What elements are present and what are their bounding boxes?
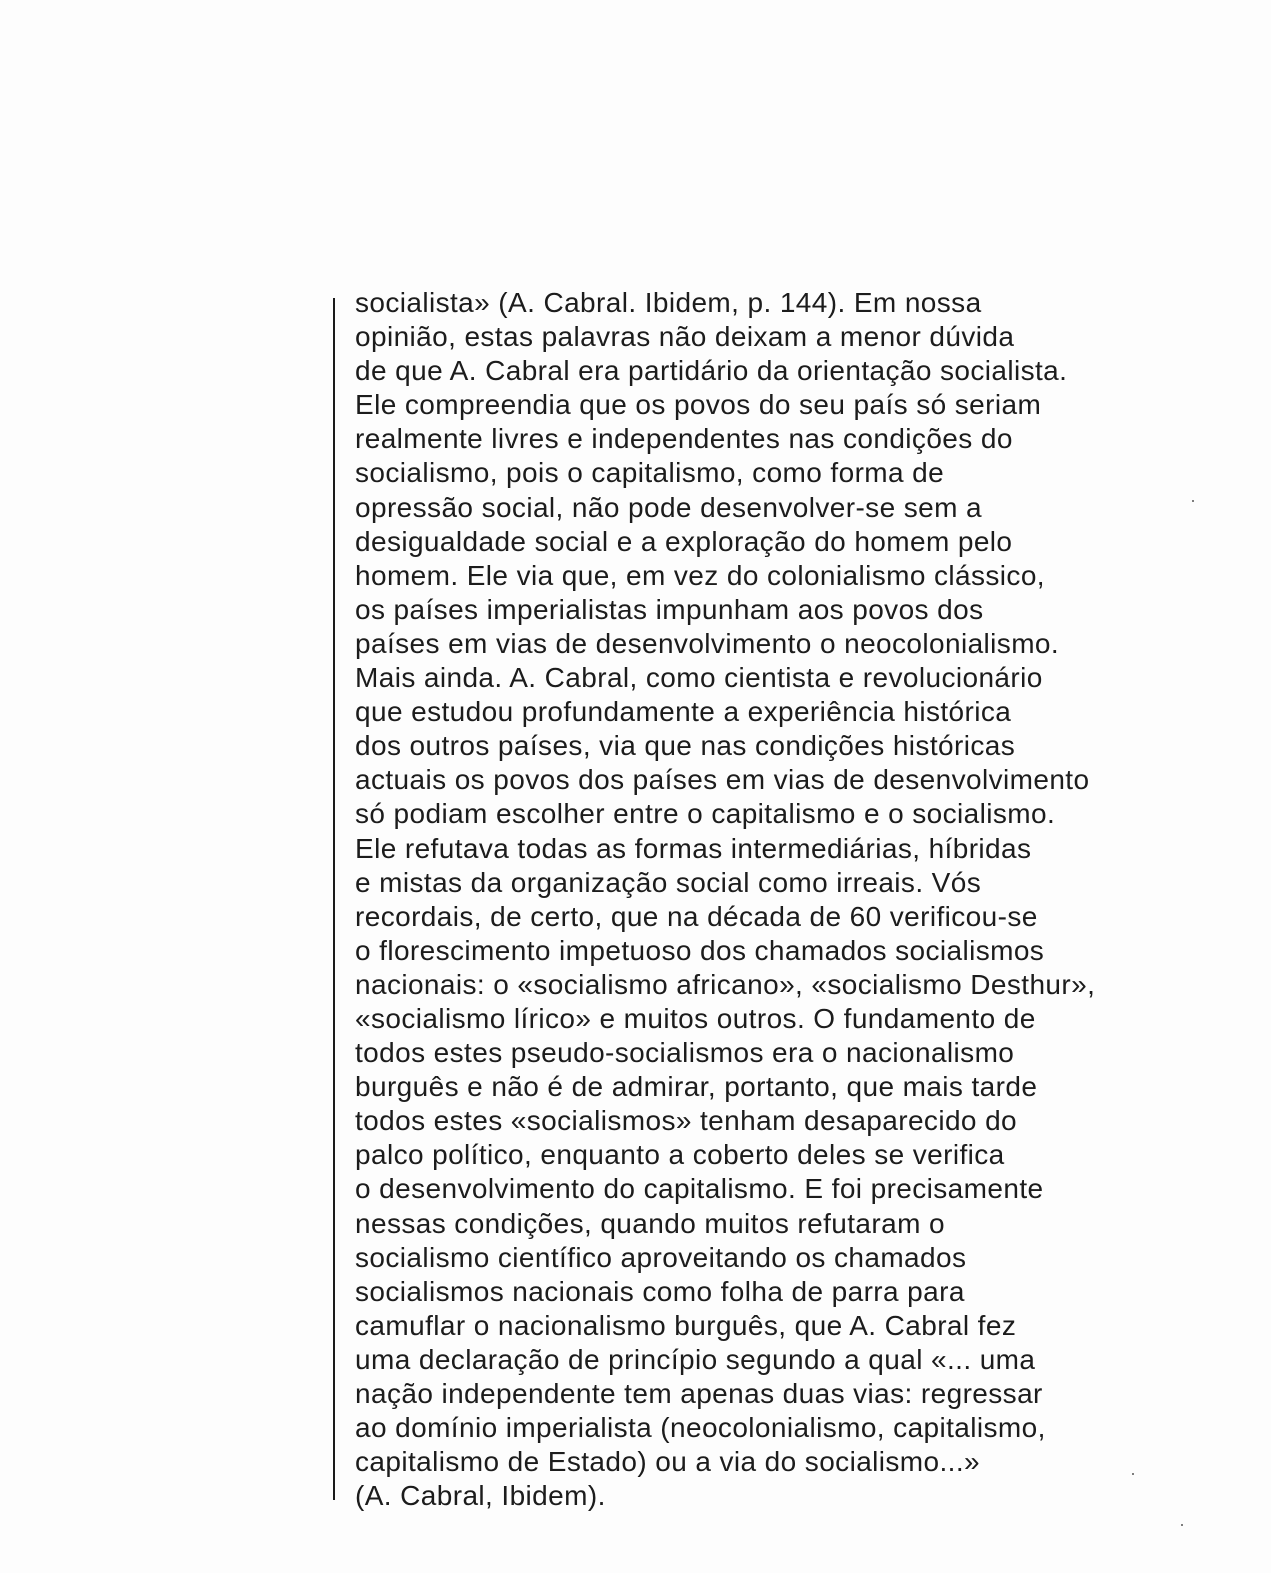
margin-rule [333, 298, 335, 1500]
text-line: socialista» (A. Cabral. Ibidem, p. 144). Em nossa [355, 287, 982, 318]
text-line: todos estes pseudo-socialismos era o nacionalismo [355, 1037, 1015, 1069]
text-line: Mais ainda. A. Cabral, como cientista e revolucionário [355, 662, 1043, 694]
text-line: capitalismo de Estado) ou a via do socialismo...» [355, 1446, 981, 1478]
text-line: nessas condições, quando muitos refutaram o [355, 1207, 945, 1239]
text-line: socialismo científico aproveitando os chamados [355, 1241, 967, 1273]
scan-speck [1192, 500, 1194, 502]
text-line: e mistas da organização social como irreais. Vós [355, 866, 982, 898]
text-line: desigualdade social e a exploração do homem pelo [355, 525, 1013, 557]
text-line: todos estes «socialismos» tenham desaparecido do [355, 1105, 1018, 1137]
text-line: homem. Ele via que, em vez do colonialismo clássico, [355, 559, 1045, 591]
text-line: que estudou profundamente a experiência histórica [355, 696, 1012, 728]
text-line: burguês e não é de admirar, portanto, que mais tarde [355, 1071, 1038, 1103]
text-line: recordais, de certo, que na década de 60 verificou-se [355, 900, 1038, 932]
scan-speck [1181, 1524, 1183, 1526]
text-line: uma declaração de princípio segundo a qual «... uma [355, 1343, 1036, 1375]
text-line: o florescimento impetuoso dos chamados socialismos [355, 934, 1045, 966]
text-line: Ele compreendia que os povos do seu país só seriam [355, 389, 1042, 421]
text-line: dos outros países, via que nas condições históricas [355, 730, 1016, 762]
body-text [355, 286, 1215, 1513]
text-line: (A. Cabral, Ibidem). [355, 1480, 606, 1512]
scan-speck [1132, 1473, 1134, 1475]
text-line: só podiam escolher entre o capitalismo e o socialismo. [355, 798, 1056, 830]
text-line: o desenvolvimento do capitalismo. E foi precisamente [355, 1173, 1044, 1205]
text-line: nacionais: o «socialismo africano», «socialismo Desthur», [355, 968, 1096, 1000]
text-line: «socialismo lírico» e muitos outros. O fundamento de [355, 1002, 1036, 1034]
text-line: países em vias de desenvolvimento o neocolonialismo. [355, 627, 1060, 659]
text-line: os países imperialistas impunham aos povos dos [355, 593, 984, 625]
text-line: palco político, enquanto a coberto deles se verifica [355, 1139, 1005, 1171]
text-line: socialismos nacionais como folha de parra para [355, 1275, 965, 1307]
text-line: socialismo, pois o capitalismo, como forma de [355, 457, 945, 489]
text-line: realmente livres e independentes nas condições do [355, 423, 1013, 455]
text-line: ao domínio imperialista (neocolonialismo, capitalismo, [355, 1412, 1046, 1444]
text-line: opinião, estas palavras não deixam a menor dúvida [355, 321, 1015, 353]
text-line: Ele refutava todas as formas intermediárias, híbridas [355, 832, 1032, 864]
text-line: actuais os povos dos países em vias de desenvolvimento [355, 764, 1090, 796]
text-line: de que A. Cabral era partidário da orientação socialista. [355, 355, 1068, 387]
text-line: opressão social, não pode desenvolver-se sem a [355, 491, 982, 523]
text-line: nação independente tem apenas duas vias: regressar [355, 1378, 1043, 1409]
text-line: camuflar o nacionalismo burguês, que A. Cabral fez [355, 1309, 1017, 1341]
